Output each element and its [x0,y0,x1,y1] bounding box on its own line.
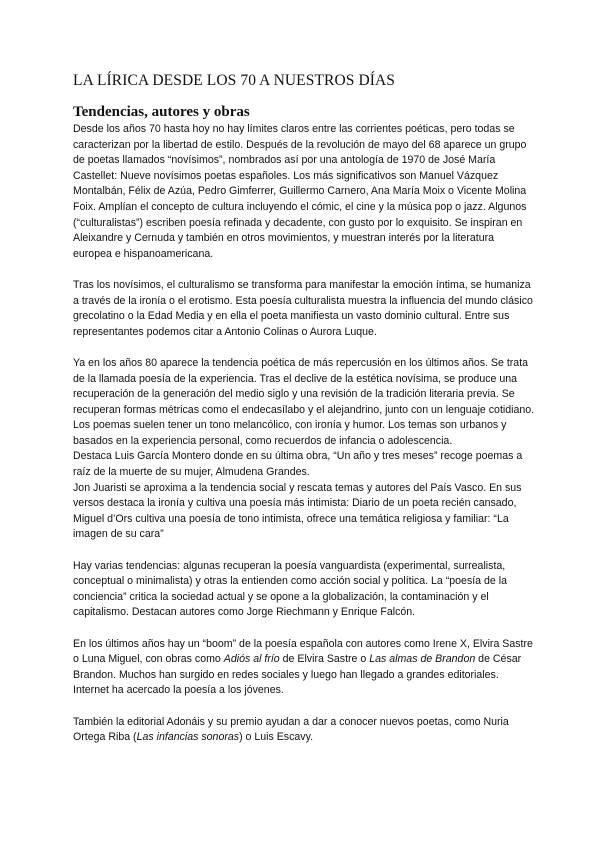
document-title: LA LÍRICA DESDE LOS 70 A NUESTROS DÍAS [73,72,396,89]
text-run: ) o Luis Escavy. [239,731,314,744]
paragraph-adonais [73,715,535,746]
document-body [73,122,535,761]
text-run: También la editorial Adonáis y su premio ayudan a dar a conocer nuevos poetas, como Nuria Ortega Riba ( [73,715,509,744]
paragraph-poesia-experiencia: Ya en los años 80 aparece la tendencia poética de más repercusión en los últimos años. Se trata de la llamada poesía de la experiencia. Tras el declive de la estética novísima, se produce una recuperación de la generación del medio siglo y una revisión de la tradición literaria previa. Se recuperan formas métricas como el endecasílabo y el alejandrino, junto con un lenguaje cotidiano. Los poemas suelen tener un tono melancólico, con ironía y humor. Los temas son urbanos y basados en la experiencia personal, como recuerdos de infancia o adolescencia. [73,356,535,447]
text-run: En los últimos años hay un “boom” de la poesía española con autores como Irene X, Elvira Sastre o Luna Miguel, con obras como [73,637,533,666]
paragraph-boom [73,637,535,699]
text-run: de Elvira Sastre o [279,653,370,666]
book-title: Las almas de Brandon [369,653,476,666]
paragraph-juaristi: Jon Juaristi se aproxima a la tendencia social y rescata temas y autores del País Vasco. En sus versos destaca la ironía y cultiva una poesía más intimista: Diario de un poeta recién cansado, Miguel d’Ors cultiva una poesía de tono intimista, ofrece una temática religiosa y familiar: “La imagen de su cara” [73,481,522,541]
text-run: de César Brandon. Muchos han surgido en redes sociales y luego han llegado a grandes editoriales. Internet ha acercado la poesía a los jóvenes. [73,653,522,697]
paragraph-novisimos: Desde los años 70 hasta hoy no hay límites claros entre las corrientes poéticas, pero todas se caracterizan por la libertad de estilo. Después de la revolución de mayo del 68 aparece un grupo de poetas llamados “novísimos”, nombrados así por una antología de 1970 de José María Castellet: Nueve novísimos poetas españoles. Los más significativos son Manuel Vázquez Montalbán, Félix de Azúa, Pedro Gimferrer, Guillermo Carnero, Ana María Moix o Vicente Molina Foix. Amplían el concepto de cultura incluyendo el cómic, el cine y la música pop o jazz. Algunos (“culturalistas”) escriben poesía refinada y decadente, con gusto por lo exquisito. Se inspiran en Aleixandre y Cernuda y también en otros movimientos, y muestran interés por la literatura europea e hispanoamericana. [73,123,527,260]
book-title: Adiós al frío [223,653,280,666]
paragraph-garcia-montero: Destaca Luis García Montero donde en su última obra, “Un año y tres meses” recoge poemas a raíz de la muerte de su mujer, Almudena Grandes. [73,450,523,479]
paragraph-culturalismo: Tras los novísimos, el culturalismo se transforma para manifestar la emoción íntima, se humaniza a través de la ironía o el erotismo. Esta poesía culturalista muestra la influencia del mundo clásico grecolatino o la Edad Media y en ella el poeta manifiesta un vasto dominio cultural. Entre sus representantes podemos citar a Antonio Colinas o Aurora Luque. [73,278,533,338]
paragraph-tendencias: Hay varias tendencias: algunas recuperan la poesía vanguardista (experimental, surrealista, conceptual o minimalista) y otras la entienden como acción social y política. La “poesía de la conciencia” critica la sociedad actual y se opone a la globalización, la contaminación y el capitalismo. Destacan autores como Jorge Riechmann y Enrique Falcón. [73,559,507,619]
section-heading: Tendencias, autores y obras [73,104,250,120]
book-title: Las infancias sonoras [136,731,240,744]
